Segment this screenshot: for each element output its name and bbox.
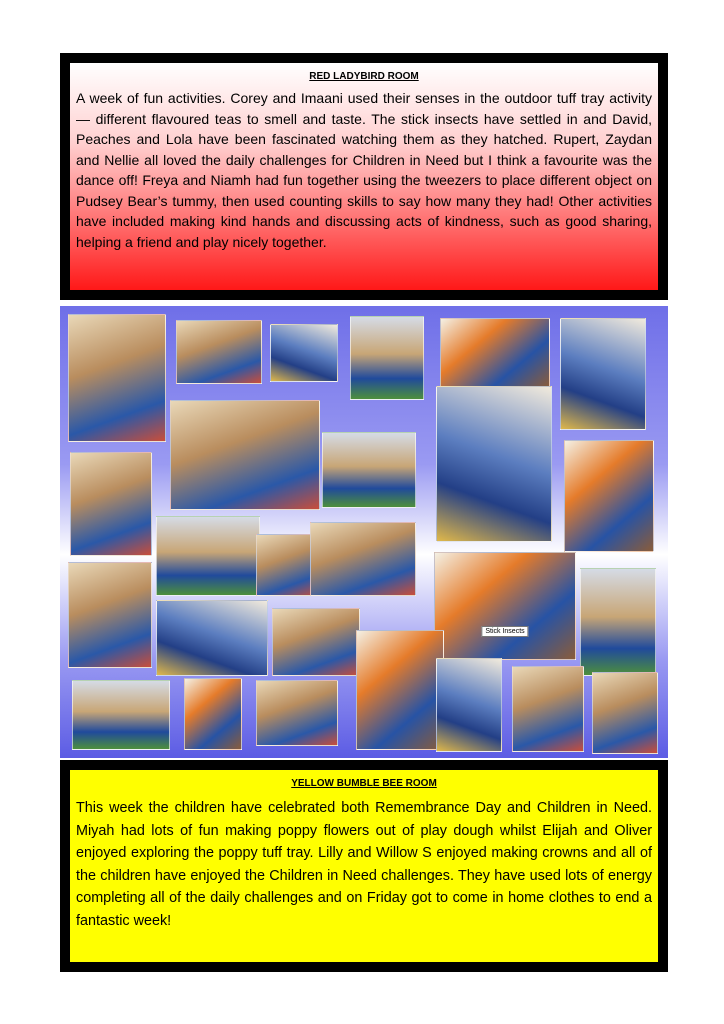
- red-ladybird-heading: RED LADYBIRD ROOM: [309, 71, 419, 82]
- photo-kind-hands: [256, 680, 338, 746]
- yellow-bumble-bee-content: [70, 770, 658, 962]
- red-ladybird-content: [70, 63, 658, 290]
- photo-painting: [560, 318, 646, 430]
- photo-playdough: [322, 432, 416, 508]
- photo-children-sitting: [170, 400, 320, 510]
- red-ladybird-panel: [60, 53, 668, 300]
- photo-carpet-time: [156, 600, 268, 676]
- photo-drawing: [350, 316, 424, 400]
- photo-tuff-tray-play: [68, 314, 166, 442]
- photo-puzzle: [564, 440, 654, 552]
- red-ladybird-text: A week of fun activities. Corey and Imaani used their senses in the outdoor tuff tray activity — different flavoured teas to smell and taste. The stick insects have settled in and David, Peaches and Lola have been fascinated watching them as they hatched. Rupert, Zaydan and Nellie all loved the daily challenges for Children in Need but I think a favourite was the dance off! Freya and Niamh had fun together using the tweezers to place different object on Pudsey Bear’s tummy, then used counting skills to say how many they had! Other activities have included making kind hands and discussing acts of kindness, such as good sharing, helping a friend and play nicely together.: [76, 90, 652, 250]
- photo-foam-letters: [436, 386, 552, 542]
- photo-child-ears-headband: [356, 630, 444, 750]
- photo-group-standing: [176, 320, 262, 384]
- photo-tuff-tray: [272, 608, 360, 676]
- stick-insects-label: Stick Insects: [481, 626, 528, 637]
- photo-dancing: [70, 452, 152, 556]
- photo-collage: [60, 306, 668, 758]
- photo-table-activity: [270, 324, 338, 382]
- yellow-bumble-bee-heading: YELLOW BUMBLE BEE ROOM: [291, 778, 437, 789]
- yellow-bumble-bee-text: This week the children have celebrated both Remembrance Day and Children in Need. Miyah had lots of fun making poppy flowers out of play dough whilst Elijah and Oliver enjoyed exploring the poppy tuff tray. Lilly and Willow S enjoyed making crowns and all of the children have enjoyed the Children in Need challenges. They have used lots of energy completing all of the daily challenges and on Friday got to come in home clothes to end a fantastic week!: [76, 800, 652, 929]
- photo-colour-cards: [184, 678, 242, 750]
- photo-stick-insects: [434, 552, 576, 660]
- photo-three-children: [72, 680, 170, 750]
- photo-pudsey-bear-tray: [156, 516, 260, 596]
- yellow-bumble-bee-panel: [60, 760, 668, 972]
- photo-bee-crown: [512, 666, 584, 752]
- photo-child-at-table: [310, 522, 416, 596]
- photo-child-on-floor: [68, 562, 152, 668]
- photo-reading-corner: [580, 568, 656, 676]
- photo-carpet-group: [440, 318, 550, 388]
- photo-climbing: [592, 672, 658, 754]
- photo-holding-leaf: [436, 658, 502, 752]
